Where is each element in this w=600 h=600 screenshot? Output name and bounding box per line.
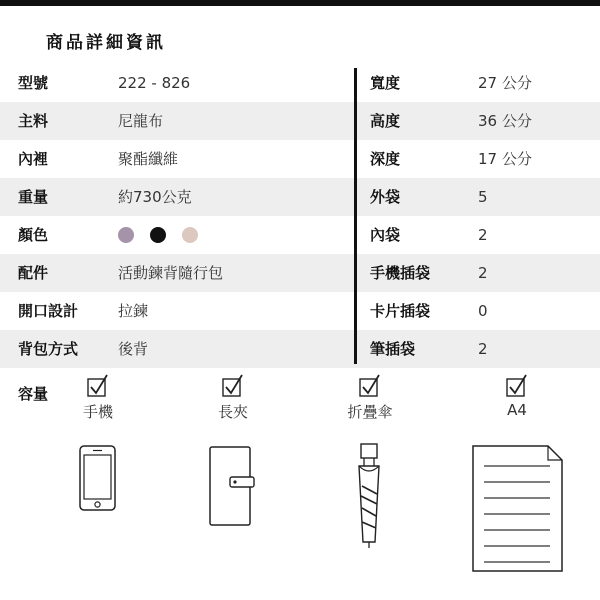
checkbox-checked-icon <box>87 374 109 398</box>
spec-row <box>0 330 600 368</box>
spec-value: 後背 <box>118 340 149 358</box>
wallet-icon <box>208 445 256 529</box>
color-swatch[interactable] <box>182 227 198 243</box>
spec-value: 尼龍布 <box>118 112 164 130</box>
phone-icon <box>78 444 118 514</box>
spec-row <box>0 254 600 292</box>
spec-row <box>0 292 600 330</box>
color-swatch[interactable] <box>150 227 166 243</box>
spec-value: 2 <box>478 340 488 358</box>
capacity-item-wallet <box>203 374 263 422</box>
checkbox-checked-icon <box>222 374 244 398</box>
spec-value: 36 公分 <box>478 112 532 130</box>
capacity-item-name: 手機 <box>82 403 113 421</box>
capacity-label: 容量 <box>18 385 49 403</box>
spec-key: 筆插袋 <box>370 340 416 358</box>
spec-key: 高度 <box>370 112 401 130</box>
spec-value: 222 - 826 <box>118 74 191 92</box>
spec-key: 型號 <box>18 74 49 92</box>
checkbox-checked-icon <box>359 374 381 398</box>
spec-key: 內裡 <box>18 150 49 168</box>
checkbox-checked-icon <box>506 374 528 398</box>
spec-value: 2 <box>478 226 488 244</box>
spec-key: 手機插袋 <box>370 264 431 282</box>
spec-key: 開口設計 <box>18 302 79 320</box>
spec-row <box>0 178 600 216</box>
column-divider <box>354 68 357 364</box>
spec-key: 寬度 <box>370 74 401 92</box>
spec-key: 重量 <box>18 188 49 206</box>
spec-key: 深度 <box>370 150 401 168</box>
capacity-item-phone <box>68 374 128 422</box>
spec-key: 內袋 <box>370 226 401 244</box>
capacity-item-name: 折疊傘 <box>347 403 393 421</box>
capacity-item-name: 長夾 <box>217 403 248 421</box>
spec-value: 0 <box>478 302 488 320</box>
spec-key: 配件 <box>18 264 49 282</box>
spec-value: 5 <box>478 188 488 206</box>
spec-row <box>0 140 600 178</box>
page-title: 商品詳細資訊 <box>46 33 166 53</box>
capacity-item-umbrella <box>336 374 404 422</box>
spec-row <box>0 64 600 102</box>
spec-row <box>0 216 600 254</box>
spec-key: 卡片插袋 <box>370 302 431 320</box>
spec-value: 約730公克 <box>118 188 192 206</box>
color-swatch[interactable] <box>118 227 134 243</box>
spec-value: 17 公分 <box>478 150 532 168</box>
top-bar <box>0 0 600 6</box>
a4-paper-icon <box>470 444 565 574</box>
spec-key: 背包方式 <box>18 340 79 358</box>
spec-key: 外袋 <box>370 188 401 206</box>
capacity-item-name: A4 <box>507 401 527 419</box>
capacity-item-a4 <box>487 374 547 419</box>
spec-value: 活動鍊背隨行包 <box>118 264 224 282</box>
spec-value: 27 公分 <box>478 74 532 92</box>
spec-table <box>0 64 600 368</box>
spec-row <box>0 102 600 140</box>
spec-key: 主料 <box>18 112 49 130</box>
spec-value: 2 <box>478 264 488 282</box>
umbrella-icon <box>352 442 388 550</box>
spec-value: 聚酯纖維 <box>118 150 179 168</box>
spec-value: 拉鍊 <box>118 302 149 320</box>
spec-key: 顏色 <box>18 226 49 244</box>
